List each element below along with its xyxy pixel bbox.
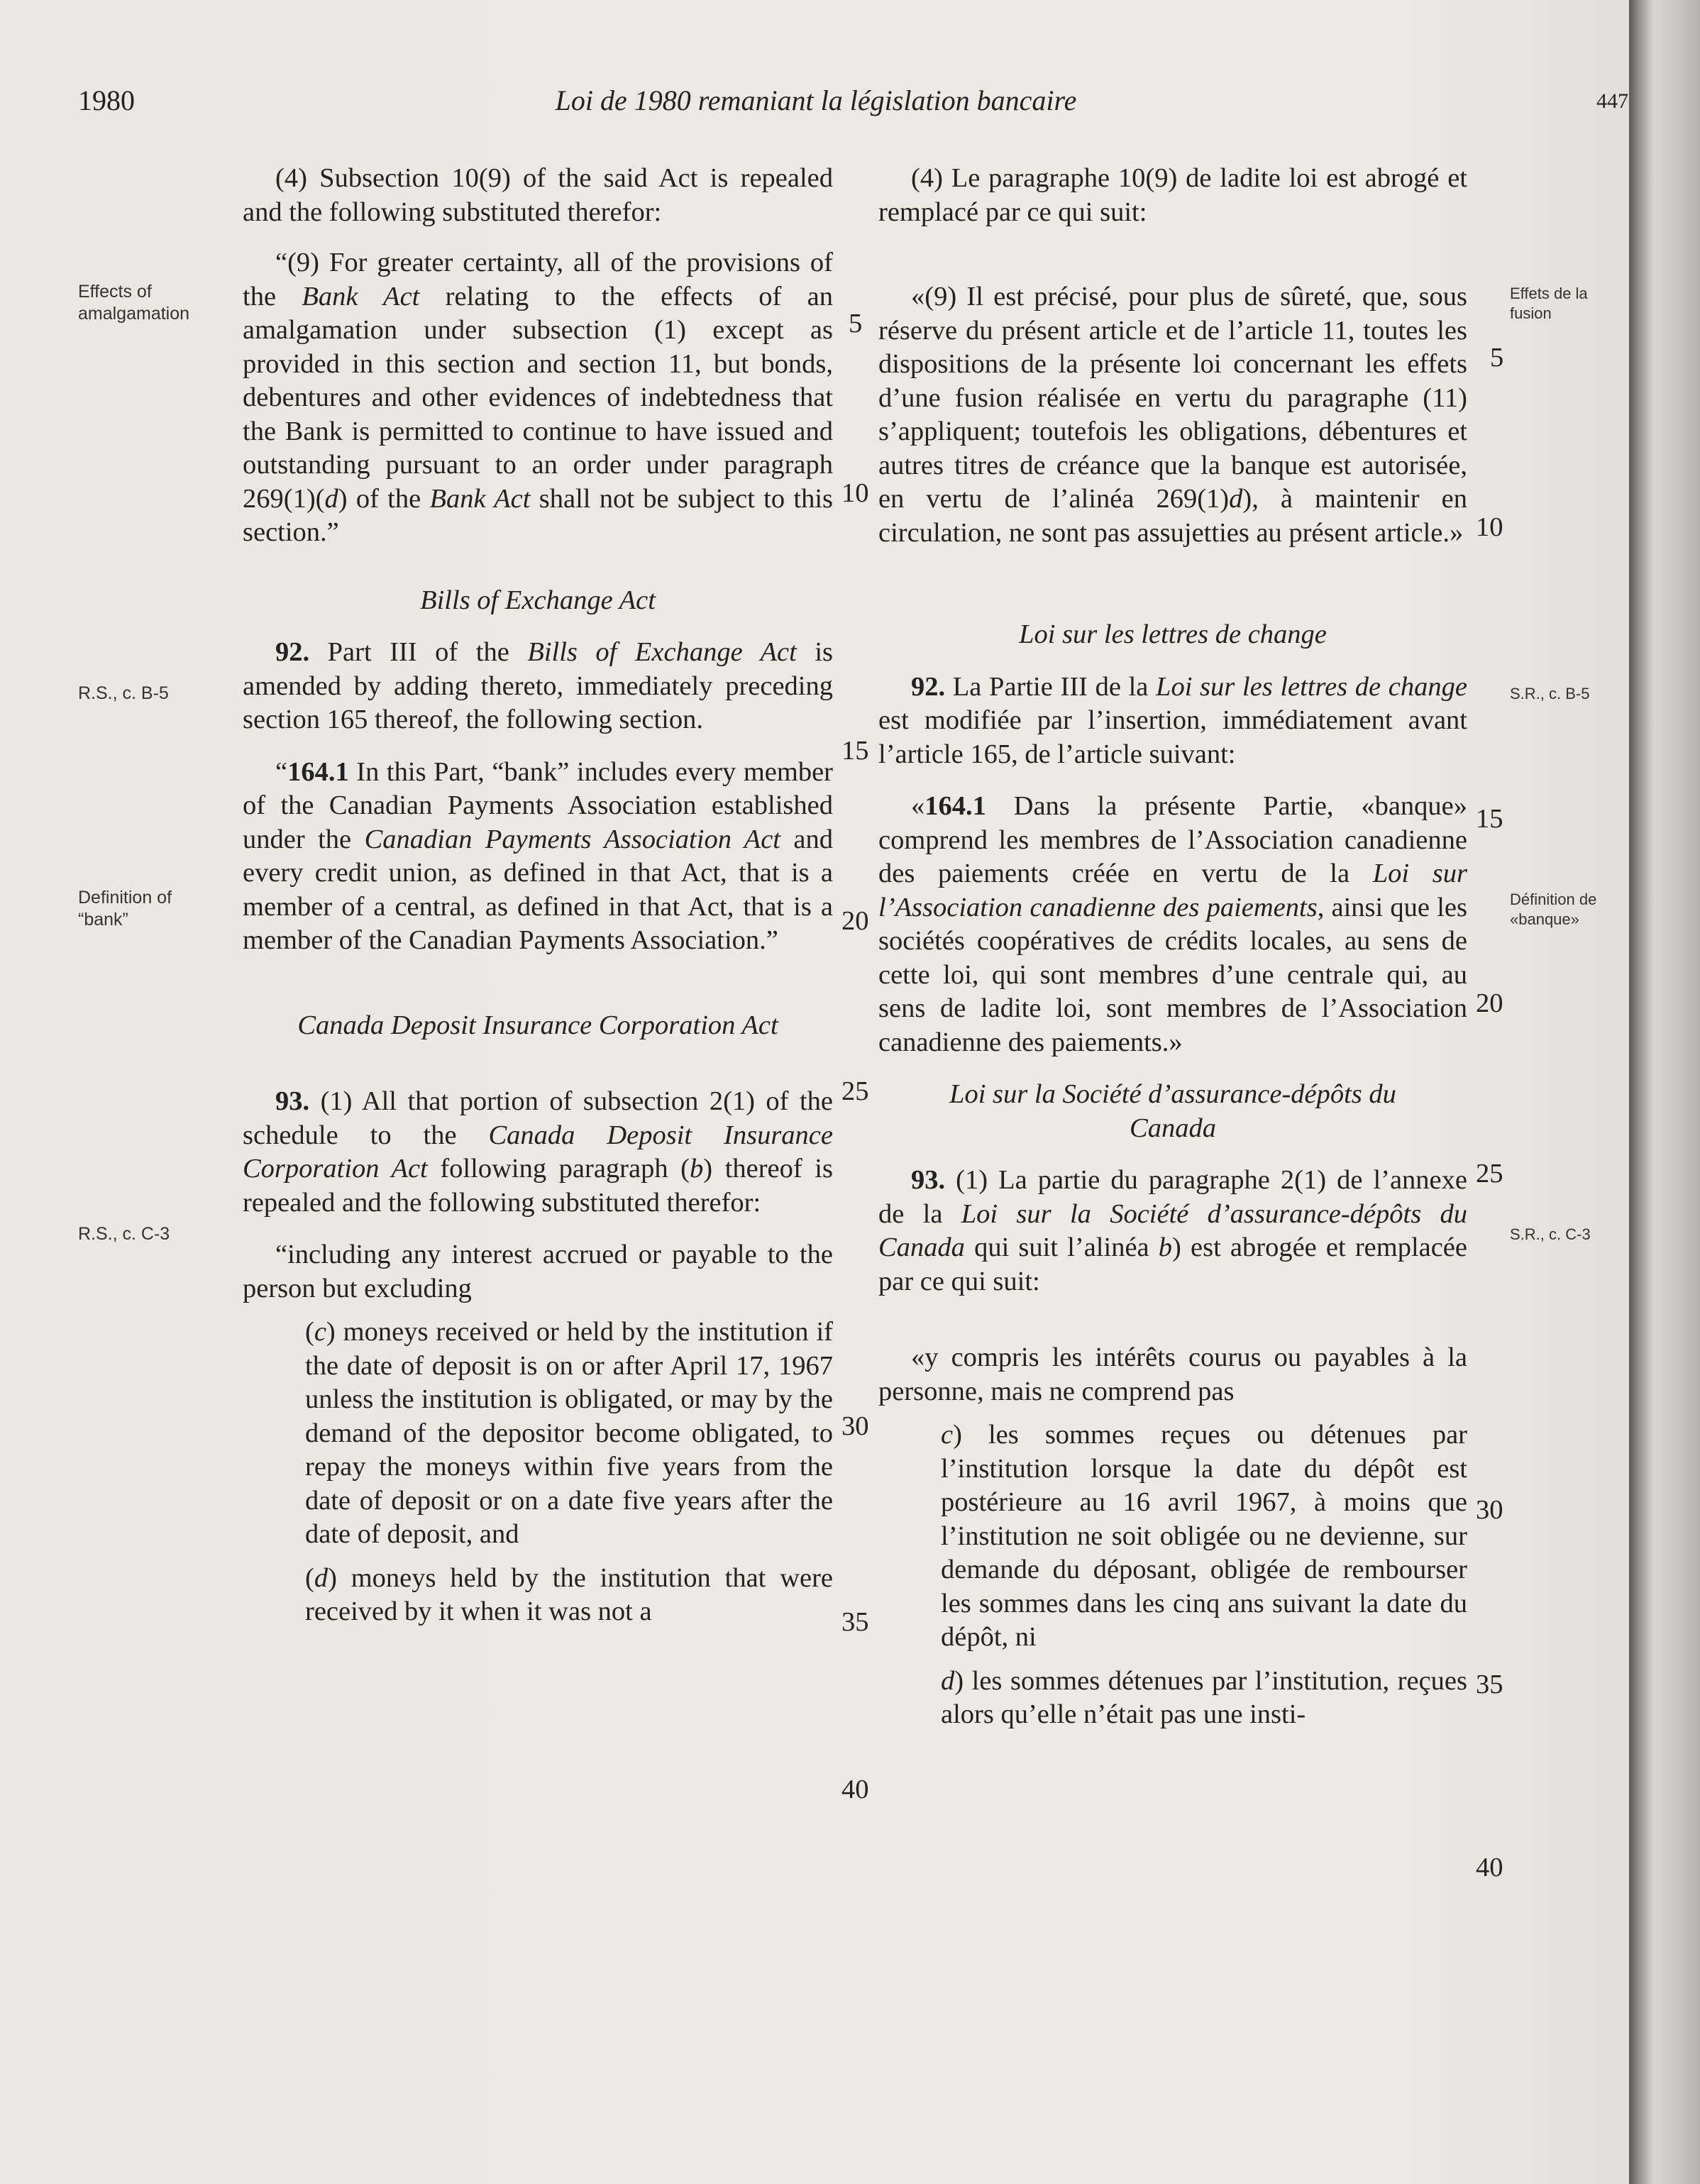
line-number-fr-30: 30 [1476, 1495, 1503, 1525]
line-number-fr-40: 40 [1476, 1853, 1503, 1882]
line-number-en-10: 10 [841, 478, 869, 508]
margin-note-definition-bank: Definition of “bank” [78, 888, 172, 930]
fr-section-164-1: «164.1 Dans la présente Partie, «banque» comprend les membres de l’Association canadienne des paiements créée en vertu de la Loi sur l’Association canadienne des paiements, ainsi que les sociétés coopératives de crédits locales, au sens de cette loi, qui sont membres d’une centrale qui, au sens de ladite loi, sont membres de l’Association canadienne des paiements.» [878, 791, 1467, 1057]
en-subsection-4: (4) Subsection 10(9) of the said Act is repealed and the following substituted therefor: [243, 163, 833, 227]
line-number-fr-35: 35 [1476, 1670, 1503, 1699]
margin-note-definition-banque: Définition de «banque» [1510, 890, 1597, 928]
line-number-en-40: 40 [841, 1775, 869, 1804]
margin-note-effects: Effects of amalgamation [78, 282, 190, 324]
french-column [878, 162, 1467, 1732]
line-number-fr-15: 15 [1476, 804, 1503, 834]
fr-paragraph-d: d) les sommes détenues par l’institution, reçues alors qu’elle n’était pas une insti- [941, 1665, 1467, 1729]
line-number-fr-5: 5 [1490, 343, 1504, 373]
en-paragraph-d: (d) moneys held by the institution that were received by it when it was not a [305, 1562, 833, 1626]
fr-heading-lettres-de-change: Loi sur les lettres de change [1019, 619, 1327, 649]
line-number-en-15: 15 [841, 736, 869, 766]
margin-note-rs-b5: R.S., c. B-5 [78, 683, 169, 703]
english-column [243, 162, 833, 1629]
en-heading-cdic-act: Canada Deposit Insurance Corporation Act [297, 1010, 778, 1040]
line-number-en-20: 20 [841, 906, 869, 936]
header-title: Loi de 1980 remaniant la législation bancaire [555, 84, 1077, 116]
margin-note-sr-c3: S.R., c. C-3 [1510, 1225, 1591, 1243]
en-including-clause: “including any interest accrued or payable to the person but excluding [243, 1240, 833, 1303]
en-section-93: 93. (1) All that portion of subsection 2(1) of the schedule to the Canada Deposit Insurance Corporation Act following paragraph (b) thereof is repealed and the following substituted therefor: [243, 1086, 833, 1218]
book-spine-edge [1629, 0, 1700, 2184]
margin-note-sr-b5: S.R., c. B-5 [1510, 685, 1590, 702]
line-number-en-5: 5 [849, 309, 863, 338]
fr-section-93: 93. (1) La partie du paragraphe 2(1) de l’annexe de la Loi sur la Société d’assurance-dépôts du Canada qui suit l’alinéa b) est abrogée et remplacée par ce qui suit: [878, 1165, 1468, 1296]
fr-subsection-4: (4) Le paragraphe 10(9) de ladite loi est abrogé et remplacé par ce qui suit: [878, 163, 1467, 227]
margin-note-effets: Effets de la fusion [1510, 285, 1588, 322]
en-section-164-1: “164.1 In this Part, “bank” includes every member of the Canadian Payments Association established under the Canadian Payments Association Act and every credit union, as defined in that Act, that is a member of a central, as defined in that Act, that is a member of the Canadian Payments Association.” [243, 756, 834, 955]
fr-paragraph-c: c) les sommes reçues ou détenues par l’institution lorsque la date du dépôt est postérieure au 16 avril 1967, à moins que l’institution ne soit obligée ou ne devienne, sur demande du déposant, obligée de rembourser les sommes dans les cinq ans suivant la date du dépôt, ni [941, 1420, 1467, 1652]
en-paragraph-c: (c) moneys received or held by the institution if the date of deposit is on or after April 17, 1967 unless the institution is obligated, or may by the demand of the depositor become obligated, to repay the moneys within five years from the date of deposit or on a date five years after the date of deposit, and [305, 1317, 833, 1549]
en-subsection-9: “(9) For greater certainty, all of the provisions of the Bank Act relating to the effects of an amalgamation under subsection (1) except as provided in this section and section 11, but bonds, debentures and other evidences of indebtedness that the Bank is permitted to continue to have issued and outstanding pursuant to an order under paragraph 269(1)(d) of the Bank Act shall not be subject to this section.” [243, 248, 834, 547]
line-number-en-35: 35 [841, 1607, 869, 1637]
line-number-en-30: 30 [841, 1411, 869, 1441]
line-number-en-25: 25 [841, 1076, 869, 1106]
page-number: 447 [1596, 89, 1628, 113]
line-number-fr-20: 20 [1476, 988, 1503, 1018]
line-number-fr-25: 25 [1476, 1159, 1503, 1188]
en-section-92: 92. Part III of the Bills of Exchange Act is amended by adding thereto, immediately preceding section 165 thereof, the following section. [243, 637, 833, 734]
fr-subsection-9: «(9) Il est précisé, pour plus de sûreté, que, sous réserve du présent article et de l’article 11, toutes les dispositions de la présente loi concernant les effets d’une fusion réalisée en vertu du paragraphe (11) s’appliquent; toutefois les obligations, débentures et autres titres de créance que la banque est autorisée, en vertu de l’alinéa 269(1)d), à maintenir en circulation, ne sont pas assujetties au présent article.» [878, 282, 1467, 548]
en-heading-bills-of-exchange: Bills of Exchange Act [420, 585, 656, 615]
header-year: 1980 [78, 84, 135, 116]
fr-section-92: 92. La Partie III de la Loi sur les lettres de change est modifiée par l’insertion, immédiatement avant l’article 165, de l’article suivant: [878, 671, 1467, 769]
line-number-fr-10: 10 [1476, 512, 1503, 542]
margin-note-rs-c3: R.S., c. C-3 [78, 1224, 170, 1244]
fr-heading-sadc-act: Loi sur la Société d’assurance-dépôts du Canada [949, 1079, 1396, 1143]
fr-including-clause: «y compris les intérêts courus ou payables à la personne, mais ne comprend pas [878, 1342, 1467, 1406]
